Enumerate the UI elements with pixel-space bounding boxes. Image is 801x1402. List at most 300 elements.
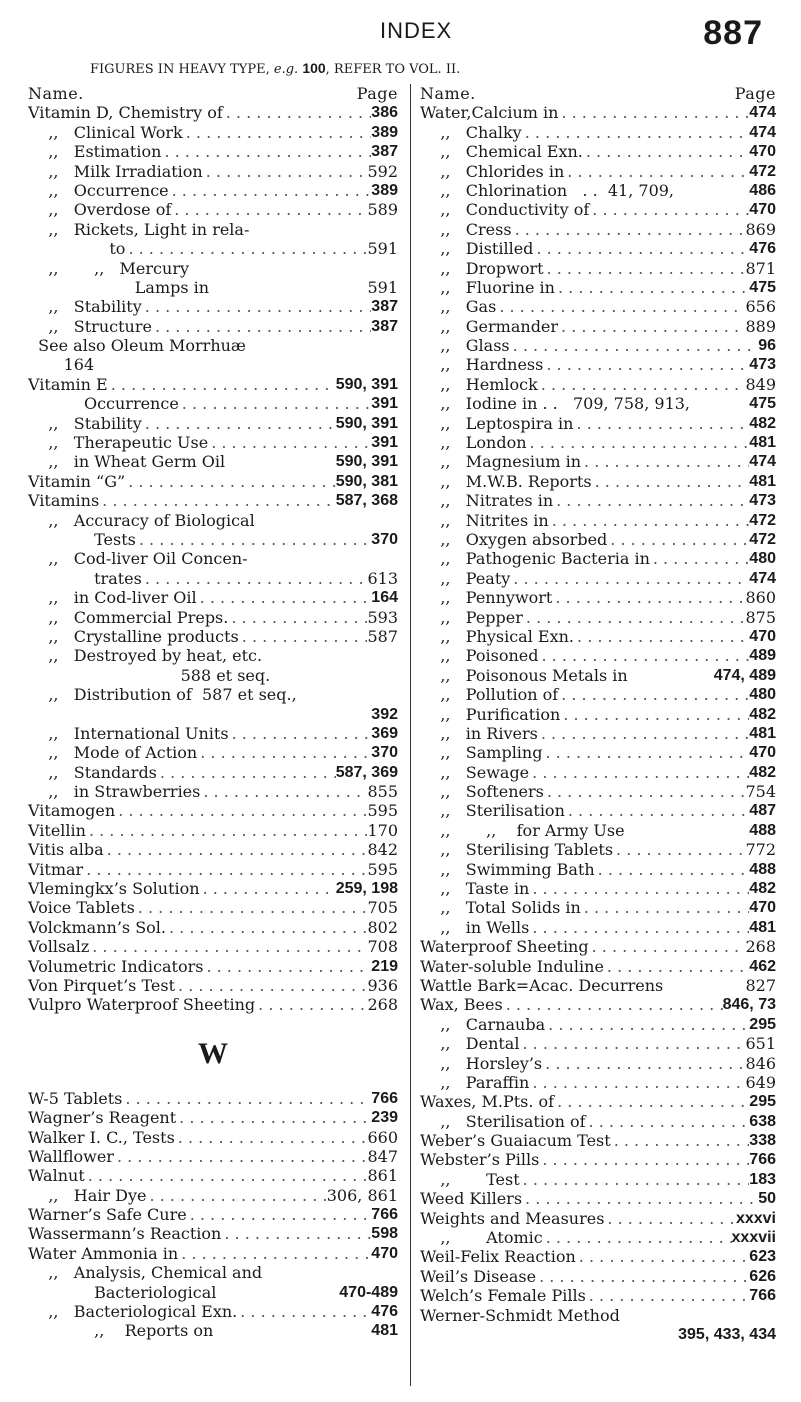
dot-leader <box>225 452 336 471</box>
dot-leader <box>28 705 371 724</box>
entry-name: ,, ,, for Army Use <box>420 820 625 840</box>
entry-page: 651 <box>745 1034 776 1054</box>
entry-page: 395, 433, 434 <box>678 1326 776 1343</box>
dot-leader <box>146 1186 326 1205</box>
index-entry <box>420 782 776 801</box>
dot-leader <box>560 705 749 724</box>
index-entry <box>420 840 776 859</box>
index-entries-w <box>28 1089 398 1341</box>
dot-leader <box>543 1228 732 1247</box>
dot-leader <box>529 879 749 898</box>
index-entry <box>420 898 776 917</box>
dot-leader <box>690 394 749 413</box>
dot-leader <box>169 181 372 200</box>
entry-name: ,, Chlorination . . 41, 709, <box>420 180 675 200</box>
index-entry <box>28 1205 398 1224</box>
entry-page: 268 <box>367 995 398 1015</box>
dot-leader <box>573 414 749 433</box>
index-entry <box>420 511 776 530</box>
entry-page: 259, 198 <box>335 880 398 898</box>
entry-name: ,, Dropwort <box>420 258 544 278</box>
dot-leader <box>183 123 372 142</box>
index-entry <box>420 627 776 646</box>
entry-page: 587, 368 <box>335 492 398 510</box>
index-entry <box>420 724 776 743</box>
entry-name: Volckmann’s Sol. <box>28 917 166 937</box>
index-entry <box>28 879 398 898</box>
index-entry <box>28 705 398 724</box>
entry-page: 387 <box>371 317 398 335</box>
entry-name: ,, in Wells <box>420 917 530 937</box>
entry-name: ,, Atomic <box>420 1228 543 1248</box>
dot-leader <box>510 569 749 588</box>
dot-leader <box>228 608 367 627</box>
index-entry <box>28 724 398 743</box>
entry-page: 649 <box>745 1072 776 1092</box>
section-letter: W <box>198 1036 228 1070</box>
entry-name: ,, Bacteriological Exn. <box>28 1302 238 1322</box>
index-column-right <box>420 84 776 1344</box>
entry-page: 475 <box>749 395 776 413</box>
entry-name: ,, Purification <box>420 704 561 724</box>
entry-name: Waxes, M.Pts. of <box>420 1092 555 1112</box>
index-entry <box>420 569 776 588</box>
index-entry <box>28 511 398 530</box>
dot-leader <box>604 957 749 976</box>
index-entry <box>420 336 776 355</box>
entry-page: 387 <box>371 143 398 161</box>
column-header <box>28 84 398 103</box>
entry-name: ,, Chlorides in <box>420 161 565 181</box>
dot-leader <box>523 608 746 627</box>
dot-leader <box>554 1092 749 1111</box>
index-entry <box>28 918 398 937</box>
entry-page: 474, 489 <box>713 666 776 684</box>
index-entry <box>28 898 398 917</box>
dot-leader <box>420 1325 678 1344</box>
section-title: INDEX <box>380 18 453 43</box>
entry-name: ,, Overdose of <box>28 200 172 220</box>
index-entry <box>420 666 776 685</box>
entry-name: Water-soluble Induline <box>420 956 604 976</box>
dot-leader <box>270 666 398 685</box>
entry-name: ,, Physical Exn. <box>420 626 575 646</box>
entry-page: 802 <box>367 917 398 937</box>
index-entry <box>420 957 776 976</box>
entry-page: 306, 861 <box>326 1185 398 1205</box>
entry-page: 875 <box>745 607 776 627</box>
dot-leader <box>125 472 336 491</box>
entry-name: See also Oleum Morrhuæ <box>28 336 246 356</box>
dot-leader <box>522 1189 758 1208</box>
entry-name: ,, Clinical Work <box>28 122 183 142</box>
entry-name: ,, in Cod-liver Oil <box>28 588 197 608</box>
dot-leader <box>83 860 367 879</box>
entry-page: 389 <box>371 181 398 199</box>
index-entry <box>420 375 776 394</box>
entry-page: 391 <box>371 395 398 413</box>
index-entry <box>420 995 776 1014</box>
entry-page: 470 <box>371 1244 398 1262</box>
entry-name: ,, Milk Irradiation <box>28 161 203 181</box>
dot-leader <box>166 918 367 937</box>
entry-page: 480 <box>749 686 776 704</box>
entry-name: ,, ,, Mercury <box>28 258 189 278</box>
entry-name: Vitmar <box>28 859 84 879</box>
index-entry <box>420 472 776 491</box>
entry-page: 386 <box>371 104 398 122</box>
entry-name: ,, Dental <box>420 1034 520 1054</box>
index-entry <box>420 1170 776 1189</box>
entry-page: 392 <box>371 705 398 723</box>
dot-leader <box>538 375 746 394</box>
dot-leader <box>543 355 749 374</box>
entry-page: xxxvi <box>735 1209 776 1227</box>
dot-leader <box>249 220 398 239</box>
dot-leader <box>674 181 749 200</box>
index-entry <box>420 821 776 840</box>
dot-leader <box>255 511 398 530</box>
index-entry <box>28 1128 398 1147</box>
index-entry <box>420 1325 776 1344</box>
index-entry <box>420 530 776 549</box>
entry-name: ,, Sterilisation of <box>420 1111 586 1131</box>
entry-page: 766 <box>371 1089 398 1107</box>
entry-name: Walnut <box>28 1166 85 1186</box>
dot-leader <box>542 1054 745 1073</box>
dot-leader <box>522 123 750 142</box>
entry-page: 387 <box>371 298 398 316</box>
entry-name: ,, in Strawberries <box>28 782 201 802</box>
entry-name: ,, Rickets, Light in rela- <box>28 219 250 239</box>
index-entry <box>420 452 776 471</box>
entry-name: ,, Pennywort <box>420 588 553 608</box>
index-entry <box>28 743 398 762</box>
heavy-type-note <box>90 60 790 77</box>
entry-name: Vitamogen <box>28 801 116 821</box>
entry-page: 590, 391 <box>335 375 398 393</box>
dot-leader <box>178 1244 371 1263</box>
entry-page: 754 <box>745 782 776 802</box>
index-entry <box>28 1186 398 1205</box>
dot-leader <box>529 918 749 937</box>
index-entry <box>28 491 398 510</box>
dot-leader <box>544 259 746 278</box>
entry-page: 842 <box>367 840 398 860</box>
column-header-name: Name. <box>28 84 84 103</box>
dot-leader <box>496 297 745 316</box>
entry-page: 370 <box>371 530 398 548</box>
index-entry <box>420 937 776 956</box>
index-entry <box>28 549 398 568</box>
index-entry <box>420 1073 776 1092</box>
entry-name: ,, Total Solids in <box>420 898 581 918</box>
entry-page: 847 <box>367 1146 398 1166</box>
note-number: 100 <box>302 60 326 76</box>
dot-leader <box>94 355 398 374</box>
dot-leader <box>203 162 368 181</box>
dot-leader <box>542 743 749 762</box>
page-number: 887 <box>703 14 763 52</box>
entry-name: ,, Sterilising Tablets <box>420 840 614 860</box>
entry-name: Von Pirquet’s Test <box>28 975 176 995</box>
index-entries <box>420 103 776 1344</box>
dot-leader <box>663 976 745 995</box>
index-entry <box>420 1228 776 1247</box>
page-header <box>0 14 801 54</box>
entry-page: 488 <box>749 821 776 839</box>
entry-page: 481 <box>749 918 776 936</box>
dot-leader <box>533 239 749 258</box>
entry-name: ,, Pollution of <box>420 685 559 705</box>
index-entry <box>28 414 398 433</box>
dot-leader <box>108 375 336 394</box>
entry-name: Occurrence <box>28 394 179 414</box>
entry-page: 470 <box>749 143 776 161</box>
entry-page: 164 <box>371 589 398 607</box>
dot-leader <box>200 879 336 898</box>
index-entry <box>28 433 398 452</box>
index-entry <box>28 821 398 840</box>
dot-leader <box>142 569 368 588</box>
entry-page: 369 <box>371 724 398 742</box>
dot-leader <box>115 801 367 820</box>
entry-name: Vitellin <box>28 820 86 840</box>
dot-leader <box>519 1034 745 1053</box>
dot-leader <box>104 840 368 859</box>
index-entry <box>28 627 398 646</box>
entry-name: ,, Swimming Bath <box>420 859 595 879</box>
dot-leader <box>586 1286 750 1305</box>
column-header-page: Page <box>356 84 398 103</box>
note-text-post: , REFER TO VOL. II. <box>325 62 461 77</box>
entry-page: 481 <box>749 434 776 452</box>
dot-leader <box>209 278 367 297</box>
entry-page: 936 <box>367 975 398 995</box>
entry-page: 487 <box>749 802 776 820</box>
index-entry <box>420 433 776 452</box>
index-entry <box>420 588 776 607</box>
entry-name: Vulpro Waterproof Sheeting <box>28 995 256 1015</box>
index-entry <box>420 278 776 297</box>
entry-name: ,, Commercial Preps. <box>28 607 229 627</box>
dot-leader <box>539 1150 749 1169</box>
index-entry <box>28 278 398 297</box>
entry-page: 592 <box>367 161 398 181</box>
entry-name: Water,Calcium in <box>420 103 559 123</box>
entry-name: ,, Pathogenic Bacteria in <box>420 549 650 569</box>
index-entry <box>420 123 776 142</box>
entry-name: ,, Poisoned <box>420 646 539 666</box>
entry-page: 772 <box>745 840 776 860</box>
entry-page: 827 <box>745 975 776 995</box>
entry-name: ,, Chemical Exn. <box>420 142 583 162</box>
dot-leader <box>175 976 367 995</box>
entry-page: 708 <box>367 937 398 957</box>
index-entry <box>420 1034 776 1053</box>
entry-page: 391 <box>371 434 398 452</box>
entry-name: ,, Distribution of 587 et seq., <box>28 685 297 705</box>
dot-leader <box>558 685 749 704</box>
note-text-pre: FIGURES IN HEAVY TYPE, <box>90 62 274 77</box>
dot-leader <box>248 549 398 568</box>
index-entry <box>28 452 398 471</box>
entry-page: 481 <box>749 472 776 490</box>
index-entry <box>420 103 776 122</box>
entry-name: ,, Crystalline products <box>28 626 239 646</box>
entry-page: 474 <box>749 569 776 587</box>
index-entry <box>420 394 776 413</box>
index-entry <box>28 181 398 200</box>
entry-name: ,, Standards <box>28 762 157 782</box>
entry-page: 481 <box>371 1322 398 1340</box>
index-entry <box>28 569 398 588</box>
index-entry <box>28 142 398 161</box>
entry-page: 170 <box>367 820 398 840</box>
dot-leader <box>142 414 336 433</box>
entry-name: W-5 Tablets <box>28 1088 123 1108</box>
entry-name: Weil-Felix Reaction <box>420 1247 576 1267</box>
entry-page: 338 <box>749 1132 776 1150</box>
entry-name: ,, Accuracy of Biological <box>28 510 255 530</box>
index-entry <box>420 705 776 724</box>
entry-name: Weights and Measures <box>420 1208 605 1228</box>
index-entry <box>420 879 776 898</box>
entry-page: 766 <box>371 1206 398 1224</box>
entry-name: Vitamins <box>28 491 100 511</box>
entry-page: 470 <box>749 899 776 917</box>
index-entry <box>420 1131 776 1150</box>
index-entry <box>420 860 776 879</box>
entry-name: ,, Pepper <box>420 607 523 627</box>
entry-name: trates <box>28 568 142 588</box>
index-entry <box>28 976 398 995</box>
entry-page: 462 <box>749 957 776 975</box>
dot-leader <box>545 1015 749 1034</box>
entry-page: 846, 73 <box>722 996 776 1014</box>
dot-leader <box>536 1267 749 1286</box>
entry-name: ,, Hair Dye <box>28 1185 147 1205</box>
entry-page: 96 <box>758 337 776 355</box>
entry-page: 849 <box>745 374 776 394</box>
index-entry <box>420 414 776 433</box>
index-entry <box>28 103 398 122</box>
dot-leader <box>262 1263 398 1282</box>
dot-leader <box>85 1166 368 1185</box>
entry-name: ,, Conductivity of <box>420 200 590 220</box>
entry-page: 488 <box>749 860 776 878</box>
entry-name: ,, Taste in <box>420 879 530 899</box>
entry-page: 474 <box>749 123 776 141</box>
entry-page: 593 <box>367 607 398 627</box>
dot-leader <box>135 898 368 917</box>
entry-page: 889 <box>745 316 776 336</box>
index-entry <box>28 646 398 665</box>
index-entry <box>420 142 776 161</box>
entry-name: Tests <box>28 529 136 549</box>
index-entry <box>420 918 776 937</box>
entry-page: 295 <box>749 1015 776 1033</box>
entry-name: Volumetric Indicators <box>28 956 204 976</box>
entry-page: 470-489 <box>339 1283 398 1301</box>
dot-leader <box>208 433 371 452</box>
entry-name: Lamps in <box>28 277 210 297</box>
entry-page: 473 <box>749 356 776 374</box>
dot-leader <box>213 1321 371 1340</box>
entry-name: Vitamin E <box>28 374 108 394</box>
entry-name: ,, Therapeutic Use <box>28 433 209 453</box>
column-header-name: Name. <box>420 84 476 103</box>
entry-page: 470 <box>749 627 776 645</box>
entry-page: 476 <box>371 1303 398 1321</box>
entry-page: 472 <box>749 162 776 180</box>
index-entry <box>420 1267 776 1286</box>
index-entry <box>420 685 776 704</box>
entry-name: ,, Germander <box>420 316 559 336</box>
index-entry <box>28 375 398 394</box>
index-entry <box>420 181 776 200</box>
entry-name: ,, Test <box>420 1169 520 1189</box>
entry-page: 389 <box>371 123 398 141</box>
entry-page: 869 <box>745 219 776 239</box>
entry-name: ,, Reports on <box>28 1321 214 1341</box>
index-entry <box>420 1015 776 1034</box>
dot-leader <box>611 1131 750 1150</box>
entry-name: Weed Killers <box>420 1189 523 1209</box>
entry-page: 656 <box>745 297 776 317</box>
entry-name: ,, Sewage <box>420 762 530 782</box>
entry-page: 472 <box>749 511 776 529</box>
entry-name: Wattle Bark=Acac. Decurrens <box>420 975 664 995</box>
entry-name: ,, Cress <box>420 219 512 239</box>
entry-page: 482 <box>749 414 776 432</box>
dot-leader <box>99 491 336 510</box>
dot-leader <box>223 103 372 122</box>
index-entry <box>420 1306 776 1325</box>
entry-page: 590, 391 <box>335 414 398 432</box>
entry-name: Voice Tablets <box>28 898 135 918</box>
index-entry <box>420 1286 776 1305</box>
entry-page: xxxvii <box>731 1229 776 1247</box>
entry-page: 855 <box>367 782 398 802</box>
index-entry <box>28 297 398 316</box>
entry-name: Wallflower <box>28 1146 114 1166</box>
entry-name: ,, Destroyed by heat, etc. <box>28 646 263 666</box>
entry-page: 482 <box>749 880 776 898</box>
index-entry <box>420 162 776 181</box>
entry-page: 860 <box>745 588 776 608</box>
dot-leader <box>549 511 750 530</box>
dot-leader <box>89 937 367 956</box>
dot-leader <box>558 317 745 336</box>
dot-leader <box>125 239 367 258</box>
dot-leader <box>197 743 371 762</box>
dot-leader <box>179 394 372 413</box>
index-entry <box>28 608 398 627</box>
entry-page: 766 <box>749 1287 776 1305</box>
dot-leader <box>558 103 749 122</box>
entry-page: 268 <box>745 937 776 957</box>
dot-leader <box>581 452 749 471</box>
entry-name: ,, Leptospira in <box>420 413 574 433</box>
index-column-left <box>28 84 398 1341</box>
dot-leader <box>544 782 746 801</box>
index-entry <box>28 530 398 549</box>
dot-leader <box>189 259 398 278</box>
index-entry <box>420 491 776 510</box>
index-entry <box>28 1302 398 1321</box>
dot-leader <box>625 821 750 840</box>
